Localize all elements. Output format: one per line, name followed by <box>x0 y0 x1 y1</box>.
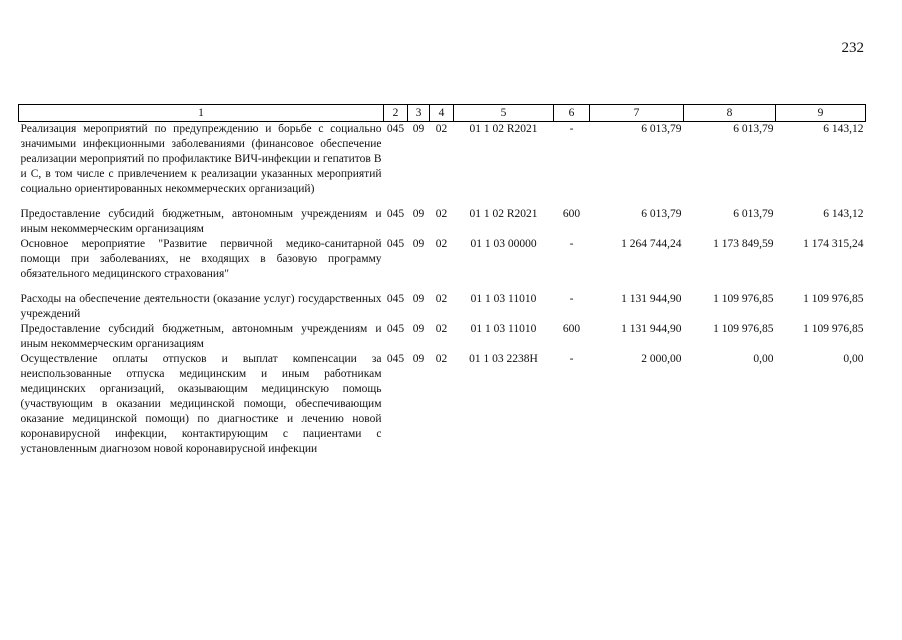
table-row <box>19 322 866 352</box>
cell-amount-9: 6 143,12 <box>823 208 864 220</box>
row-spacer <box>19 197 866 207</box>
cell-code-5: 01 1 03 11010 <box>470 323 537 335</box>
cell-code-5: 01 1 02 R2021 <box>469 123 538 135</box>
cell-code-5: 01 1 03 2238Н <box>469 353 538 365</box>
cell-amount-9: 1 109 976,85 <box>803 293 864 305</box>
cell-code-5: 01 1 02 R2021 <box>469 208 538 220</box>
cell-amount-8: 0,00 <box>753 353 774 365</box>
cell-code-4: 02 <box>435 238 448 250</box>
cell-amount-7: 1 131 944,90 <box>621 293 682 305</box>
cell-code-3: 09 <box>412 238 425 250</box>
cell-amount-9: 1 174 315,24 <box>803 238 864 250</box>
col-header: 1 <box>19 105 384 122</box>
row-name: Предоставление субсидий бюджетным, автономным учреждениям и иным некоммерческим организациям <box>20 208 382 235</box>
row-name: Предоставление субсидий бюджетным, автономным учреждениям и иным некоммерческим организациям <box>20 323 382 350</box>
cell-code-3: 09 <box>412 293 425 305</box>
spacer-cell <box>19 197 866 207</box>
col-header: 6 <box>554 105 590 122</box>
budget-table <box>18 104 866 457</box>
header-row <box>19 105 866 122</box>
cell-code-3: 09 <box>412 208 425 220</box>
cell-code-4: 02 <box>435 208 448 220</box>
cell-amount-7: 6 013,79 <box>641 208 682 220</box>
cell-amount-8: 1 173 849,59 <box>713 238 774 250</box>
page-number: 232 <box>841 40 864 56</box>
cell-amount-8: 1 109 976,85 <box>713 293 774 305</box>
cell-code-6: 600 <box>562 323 581 335</box>
cell-code-2: 045 <box>386 123 405 135</box>
cell-amount-7: 6 013,79 <box>641 123 682 135</box>
cell-code-5: 01 1 03 11010 <box>470 293 537 305</box>
cell-code-5: 01 1 03 00000 <box>470 238 537 250</box>
cell-code-6: - <box>569 238 574 250</box>
cell-code-3: 09 <box>412 123 425 135</box>
row-name: Основное мероприятие "Развитие первичной медико-санитарной помощи при заболеваниях, не входящих в базовую программу обязательного медицинского страхования" <box>20 238 382 280</box>
cell-code-4: 02 <box>435 293 448 305</box>
col-header: 8 <box>684 105 776 122</box>
cell-code-2: 045 <box>386 238 405 250</box>
col-header: 2 <box>384 105 408 122</box>
table-row <box>19 237 866 282</box>
cell-code-6: - <box>569 353 574 365</box>
cell-code-4: 02 <box>435 323 448 335</box>
cell-amount-8: 6 013,79 <box>733 208 774 220</box>
row-name: Реализация мероприятий по предупреждению и борьбе с социально значимыми инфекционными заболеваниями (финансовое обеспечение реализации мероприятий по профилактике ВИЧ-инфекции и гепатитов В и С, в том числе с привлечением к реализации указанных мероприятий социально ориентированных некоммерческих организаций) <box>20 123 382 195</box>
table-row <box>19 292 866 322</box>
table-row <box>19 122 866 198</box>
cell-amount-9: 1 109 976,85 <box>803 323 864 335</box>
col-header: 7 <box>590 105 684 122</box>
cell-amount-9: 6 143,12 <box>823 123 864 135</box>
cell-amount-9: 0,00 <box>843 353 864 365</box>
cell-amount-7: 2 000,00 <box>641 353 682 365</box>
cell-code-6: 600 <box>562 208 581 220</box>
col-header: 3 <box>408 105 430 122</box>
col-header: 5 <box>454 105 554 122</box>
cell-code-2: 045 <box>386 353 405 365</box>
cell-code-4: 02 <box>435 123 448 135</box>
table-row <box>19 207 866 237</box>
row-spacer <box>19 282 866 292</box>
cell-code-2: 045 <box>386 208 405 220</box>
table-row <box>19 352 866 457</box>
cell-code-6: - <box>569 123 574 135</box>
col-header: 4 <box>430 105 454 122</box>
cell-amount-7: 1 264 744,24 <box>621 238 682 250</box>
cell-code-6: - <box>569 293 574 305</box>
cell-code-3: 09 <box>412 323 425 335</box>
cell-code-3: 09 <box>412 353 425 365</box>
row-name: Расходы на обеспечение деятельности (оказание услуг) государственных учреждений <box>20 293 382 320</box>
cell-code-4: 02 <box>435 353 448 365</box>
cell-amount-8: 6 013,79 <box>733 123 774 135</box>
cell-amount-7: 1 131 944,90 <box>621 323 682 335</box>
col-header: 9 <box>776 105 866 122</box>
cell-amount-8: 1 109 976,85 <box>713 323 774 335</box>
cell-code-2: 045 <box>386 323 405 335</box>
row-name: Осуществление оплаты отпусков и выплат компенсации за неиспользованные отпуска медицинским и иным работникам медицинских организаций, оказывающим медицинскую помощь (участвующим в оказании медицинской помощи, обеспечивающим оказание медицинской помощи) по диагностике и лечению новой коронавирусной инфекции, контактирующим с пациентами с установленным диагнозом новой коронавирусной инфекции <box>20 353 382 455</box>
spacer-cell <box>19 282 866 292</box>
cell-code-2: 045 <box>386 293 405 305</box>
